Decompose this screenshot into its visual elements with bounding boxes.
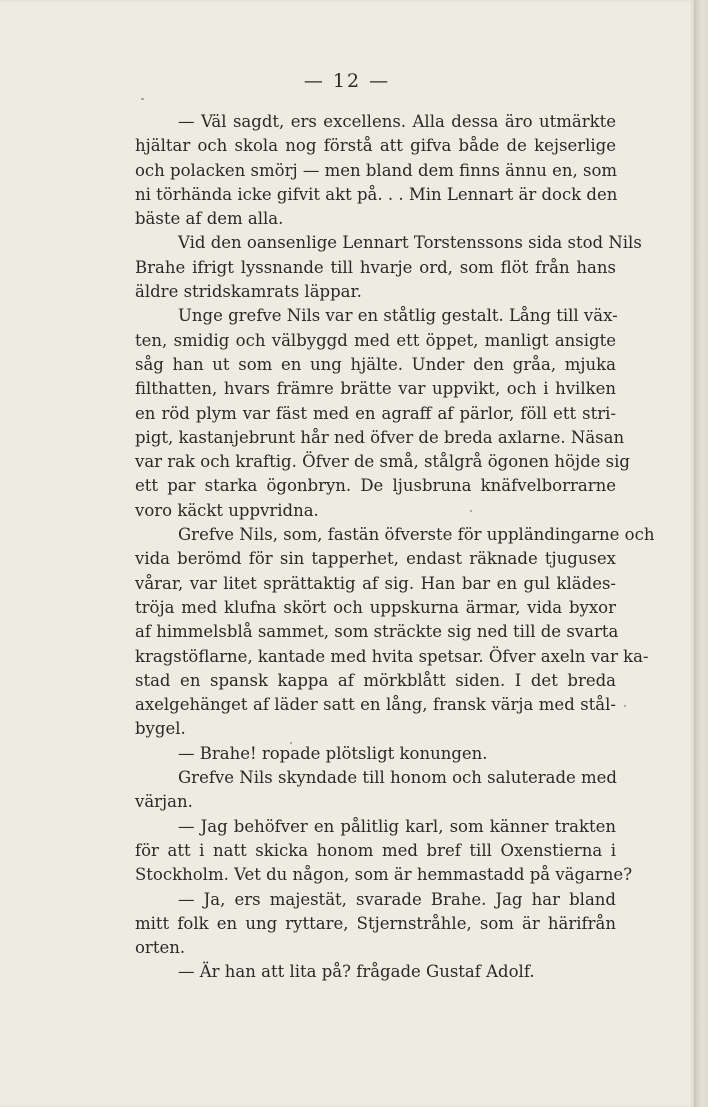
text-line: ett par starka ögonbryn. De ljusbruna knäfvelborrarne — [135, 476, 616, 496]
paragraph — [92, 110, 616, 231]
text-line: värjan. — [135, 792, 193, 812]
page-number: — 12 — — [303, 70, 391, 92]
text-line: tröja med klufna skört och uppskurna ärmar, vida byxor — [135, 597, 616, 617]
text-line: ni törhända icke gifvit akt på. . . Min Lennart är dock den — [135, 184, 618, 204]
body-text — [92, 110, 655, 985]
text-line: voro käckt uppvridna. — [135, 500, 319, 520]
text-line: för att i natt skicka honom med bref till Oxenstierna i — [135, 840, 616, 860]
paragraph — [92, 888, 616, 961]
text-line: mitt folk en ung ryttare, Stjernstråhle, som är härifrån — [135, 913, 616, 933]
paragraph — [92, 960, 616, 984]
text-line: och polacken smörj — men bland dem finns ännu en, som — [135, 160, 618, 180]
text-line: Vid den oansenlige Lennart Torstenssons sida stod Nils — [178, 233, 642, 253]
text-line: såg han ut som en ung hjälte. Under den gråa, mjuka — [135, 354, 616, 374]
paragraph — [92, 231, 642, 304]
text-line: — Jag behöfver en pålitlig karl, som känner trakten — [178, 816, 616, 836]
text-line: kragstöflarne, kantade med hvita spetsar. Öfver axeln var ka- — [135, 646, 649, 666]
text-line: vida berömd för sin tapperhet, endast räknade tjugusex — [135, 549, 616, 569]
text-line: Stockholm. Vet du någon, som är hemmastadd på vägarne? — [135, 865, 633, 885]
text-line: bygel. — [135, 719, 186, 739]
text-line: Unge grefve Nils var en ståtlig gestalt. Lång till väx- — [178, 306, 618, 326]
text-line: Brahe ifrigt lyssnande till hvarje ord, som flöt från hans — [135, 257, 616, 277]
text-line: af himmelsblå sammet, som sträckte sig ned till de svarta — [135, 622, 619, 642]
text-line: — Ja, ers majestät, svarade Brahe. Jag har bland — [178, 889, 616, 909]
text-line: orten. — [135, 938, 186, 958]
paragraph — [92, 304, 630, 523]
paper-speck — [624, 705, 626, 707]
text-line: Grefve Nils, som, fastän öfverste för uppländingarne och — [178, 525, 655, 545]
text-line: — Är han att lita på? frågade Gustaf Adolf. — [178, 962, 535, 982]
paragraph — [92, 742, 616, 766]
text-line: filthatten, hvars främre brätte var uppvikt, och i hvilken — [135, 379, 616, 399]
paragraph — [92, 766, 616, 815]
text-line: Grefve Nils skyndade till honom och saluterade med — [178, 768, 617, 788]
paper-speck — [290, 742, 292, 744]
text-line: ten, smidig och välbyggd med ett öppet, manligt ansigte — [135, 330, 616, 350]
text-line: en röd plym var fäst med en agraff af pärlor, föll ett stri- — [135, 403, 616, 423]
paragraph — [92, 815, 633, 888]
paper-speck — [470, 510, 472, 512]
text-line: äldre stridskamrats läppar. — [135, 282, 362, 302]
paragraph — [92, 523, 655, 742]
text-line: hjältar och skola nog förstå att gifva både de kejserlige — [135, 136, 616, 156]
text-line: vårar, var litet sprättaktig af sig. Han bar en gul klädes- — [135, 573, 616, 593]
text-line: bäste af dem alla. — [135, 209, 284, 229]
paper-speck — [141, 98, 144, 100]
text-line: — Väl sagdt, ers excellens. Alla dessa äro utmärkte — [178, 112, 616, 131]
text-line: pigt, kastanjebrunt hår ned öfver de breda axlarne. Näsan — [135, 427, 625, 447]
text-line: — Brahe! ropade plötsligt konungen. — [178, 743, 488, 763]
text-line: var rak och kraftig. Öfver de små, stålgrå ögonen höjde sig — [135, 452, 630, 472]
text-line: stad en spansk kappa af mörkblått siden. I det breda — [135, 670, 616, 690]
page-edge — [694, 0, 708, 1107]
text-line: axelgehänget af läder satt en lång, fransk värja med stål- — [135, 695, 616, 715]
